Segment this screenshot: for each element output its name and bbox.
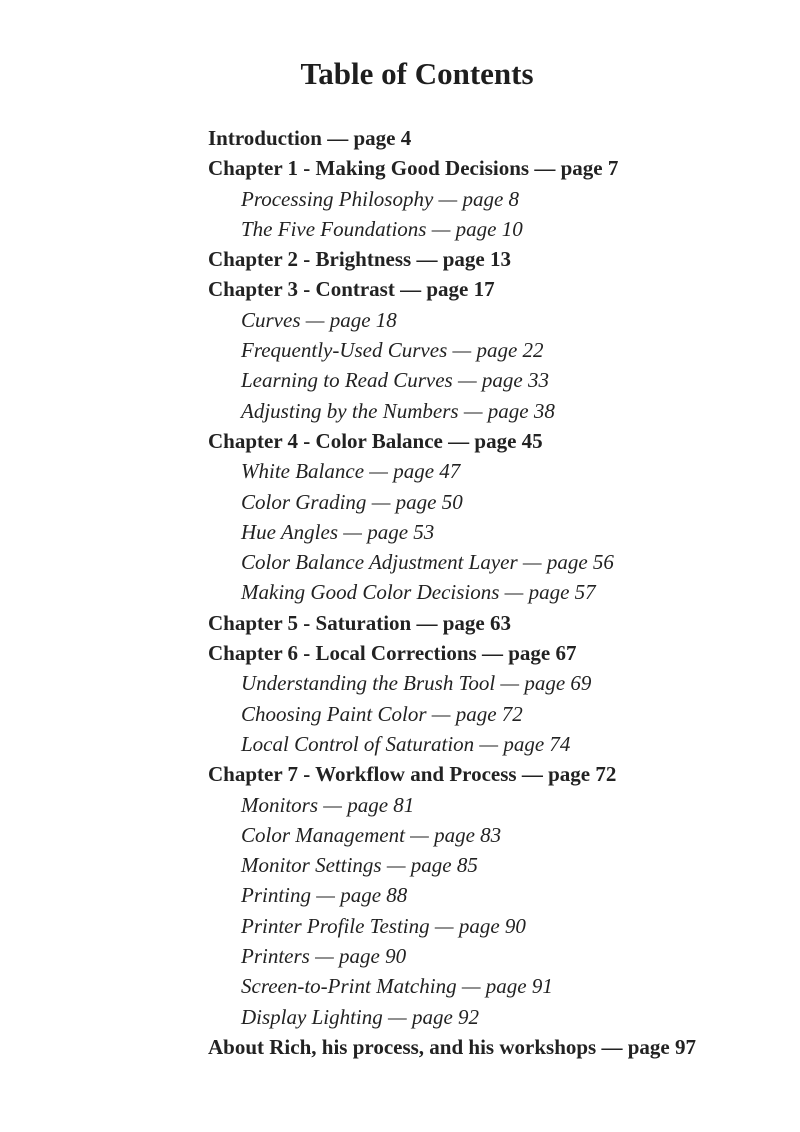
toc-entry: [208, 153, 696, 183]
toc-entry-page: page 8: [462, 186, 520, 211]
toc-entry-page: page 81: [347, 792, 415, 817]
toc-entry-dash: —: [529, 156, 561, 181]
toc-entry-label: Adjusting by the Numbers: [241, 398, 459, 423]
toc-entry-label: Learning to Read Curves: [241, 368, 453, 393]
toc-entry-dash: —: [596, 1034, 628, 1059]
toc-entry-label: Hue Angles: [241, 519, 339, 544]
toc-entry-dash: —: [318, 792, 348, 817]
toc-entry: [208, 820, 696, 850]
toc-entry-dash: —: [321, 126, 354, 150]
toc-entry-dash: —: [404, 822, 435, 847]
toc-entry: [208, 608, 696, 638]
toc-entry-page: page 69: [524, 671, 592, 696]
toc-entry-label: Introduction: [208, 126, 322, 150]
toc-entry: [208, 850, 696, 880]
toc-entry-dash: —: [429, 913, 459, 938]
page-title: Table of Contents: [300, 56, 534, 91]
toc-entry: [208, 638, 696, 668]
toc-entry: [208, 911, 696, 941]
toc-entry: [208, 456, 696, 486]
toc-entry-page: page 57: [528, 580, 596, 605]
toc-entry-dash: —: [382, 1004, 412, 1029]
toc-entry-dash: —: [447, 338, 477, 363]
toc-entry-label: Printing: [241, 883, 312, 908]
toc-entry-label: Chapter 7 - Workflow and Process: [208, 762, 517, 787]
toc-entry-page: page 72: [455, 701, 523, 726]
toc-entry-page: page 67: [508, 641, 577, 666]
toc-entry-label: Processing Philosophy: [241, 186, 434, 211]
toc-entry: [208, 880, 696, 910]
toc-entry-page: page 4: [353, 126, 412, 150]
toc-entry: [208, 971, 696, 1001]
toc-entry-label: Chapter 2 - Brightness: [208, 247, 412, 272]
toc-entry: [208, 123, 696, 153]
toc-entry: [208, 305, 696, 335]
toc-entry-page: page 50: [395, 489, 463, 514]
toc-entry-dash: —: [474, 731, 504, 756]
toc-list: [208, 123, 696, 1062]
toc-entry-page: page 90: [339, 944, 407, 969]
toc-entry-dash: —: [516, 762, 549, 787]
toc-entry-page: page 88: [340, 883, 408, 908]
toc-entry: [208, 759, 696, 789]
toc-entry-page: page 56: [546, 550, 614, 575]
toc-entry-dash: —: [411, 247, 443, 272]
toc-entry-label: Printer Profile Testing: [241, 913, 430, 938]
toc-entry-dash: —: [433, 186, 463, 211]
toc-entry-dash: —: [426, 701, 456, 726]
toc-entry-label: Color Grading: [241, 489, 367, 514]
toc-entry-page: page 22: [476, 338, 544, 363]
toc-entry-label: Chapter 1 - Making Good Decisions: [208, 156, 530, 181]
toc-entry-page: page 53: [367, 519, 435, 544]
toc-entry-page: page 38: [487, 398, 555, 423]
toc-entry-page: page 92: [411, 1004, 480, 1029]
toc-entry-label: Making Good Color Decisions: [241, 580, 500, 605]
toc-entry-page: page 7: [560, 156, 619, 181]
toc-entry: [208, 547, 696, 577]
toc-entry: [208, 790, 696, 820]
toc-entry-label: Frequently-Used Curves: [241, 338, 448, 363]
toc-entry-dash: —: [426, 216, 456, 241]
toc-entry-label: Monitor Settings: [241, 853, 382, 878]
toc-entry-dash: —: [411, 610, 443, 635]
toc-entry-label: Chapter 3 - Contrast: [208, 277, 395, 302]
toc-entry: [208, 487, 696, 517]
toc-entry-page: page 45: [474, 428, 543, 453]
toc-entry-page: page 33: [481, 368, 549, 393]
toc-entry-label: Printers: [241, 944, 310, 969]
toc-entry-page: page 74: [503, 731, 571, 756]
toc-entry-dash: —: [381, 853, 411, 878]
toc-entry-label: Choosing Paint Color: [241, 701, 427, 726]
toc-entry-label: Screen-to-Print Matching: [241, 974, 457, 999]
toc-entry-label: Local Control of Saturation: [241, 731, 475, 756]
toc-entry: [208, 274, 696, 304]
toc-entry-dash: —: [364, 459, 394, 484]
toc-entry-page: page 85: [410, 853, 478, 878]
toc-entry: [208, 396, 696, 426]
toc-entry: [208, 729, 696, 759]
toc-entry-label: Color Management: [241, 822, 405, 847]
toc-entry-dash: —: [517, 550, 547, 575]
toc-entry-label: About Rich, his process, and his workshops: [208, 1034, 597, 1059]
toc-entry-page: page 10: [455, 216, 523, 241]
toc-entry: [208, 184, 696, 214]
toc-entry-label: Chapter 5 - Saturation: [208, 610, 412, 635]
toc-entry: [208, 517, 696, 547]
toc-entry-label: Monitors: [241, 792, 319, 817]
toc-entry: [208, 244, 696, 274]
toc-entry: [208, 426, 696, 456]
toc-entry-dash: —: [309, 944, 340, 969]
toc-entry-page: page 83: [434, 822, 502, 847]
toc-entry: [208, 365, 696, 395]
toc-entry-dash: —: [499, 580, 529, 605]
toc-entry-dash: —: [394, 277, 427, 302]
toc-entry-label: Chapter 4 - Color Balance: [208, 428, 443, 453]
toc-entry-dash: —: [442, 428, 475, 453]
toc-entry-page: page 17: [426, 277, 495, 302]
toc-entry-label: Color Balance Adjustment Layer: [241, 550, 518, 575]
toc-entry: [208, 335, 696, 365]
toc-entry-label: White Balance: [241, 459, 365, 484]
toc-entry-dash: —: [338, 519, 368, 544]
toc-entry-page: page 63: [442, 610, 511, 635]
toc-entry: [208, 577, 696, 607]
toc-entry-page: page 72: [548, 762, 617, 787]
toc-entry-page: page 47: [393, 459, 461, 484]
toc-entry-label: Display Lighting: [241, 1004, 383, 1029]
toc-entry-page: page 97: [627, 1034, 696, 1059]
toc-entry-page: page 91: [485, 974, 553, 999]
toc-entry-label: Curves: [241, 307, 301, 332]
toc-entry: [208, 1032, 696, 1062]
toc-entry-dash: —: [495, 671, 525, 696]
toc-entry-dash: —: [366, 489, 396, 514]
toc-entry-dash: —: [476, 641, 509, 666]
toc-entry-dash: —: [311, 883, 341, 908]
toc-entry: [208, 1002, 696, 1032]
toc-entry-dash: —: [300, 307, 330, 332]
toc-entry: [208, 699, 696, 729]
toc-entry: [208, 214, 696, 244]
toc-entry-label: Understanding the Brush Tool: [241, 671, 496, 696]
toc-entry-dash: —: [456, 974, 486, 999]
toc-entry-label: The Five Foundations: [241, 216, 427, 241]
toc-entry-page: page 13: [442, 247, 511, 272]
toc-entry-label: Chapter 6 - Local Corrections: [208, 641, 477, 666]
toc-entry-page: page 18: [329, 307, 397, 332]
toc-entry-page: page 90: [458, 913, 526, 938]
toc-entry: [208, 941, 696, 971]
toc-entry-dash: —: [458, 398, 488, 423]
toc-entry-dash: —: [452, 368, 482, 393]
toc-entry: [208, 668, 696, 698]
